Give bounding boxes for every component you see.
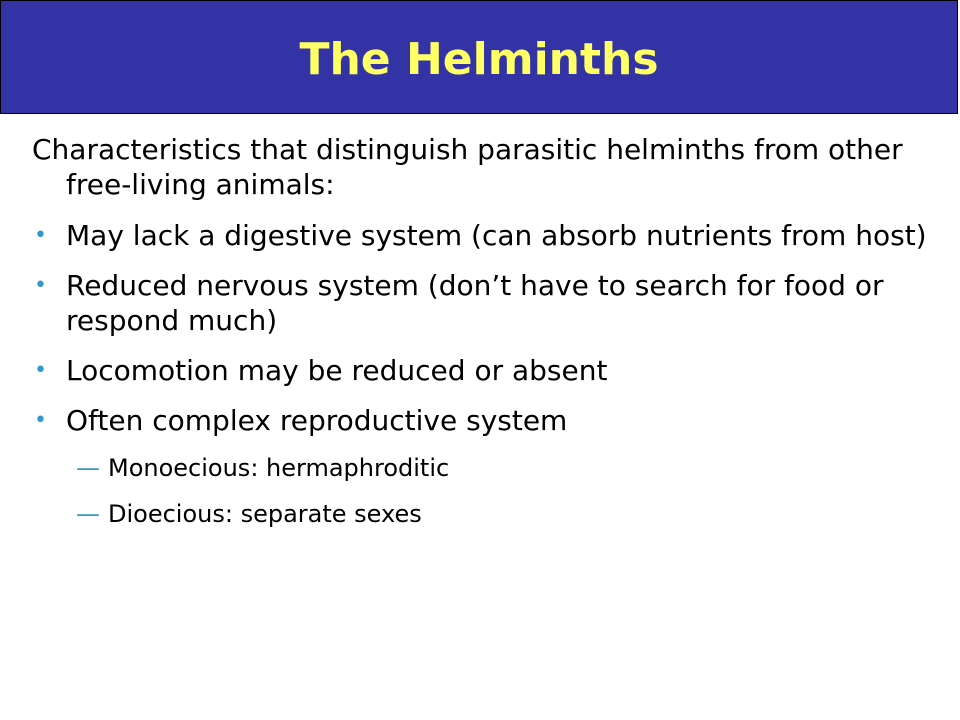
sub-bullet-text: Monoecious: hermaphroditic — [108, 454, 450, 482]
title-bar — [0, 0, 958, 114]
bullet-text: Locomotion may be reduced or absent — [66, 354, 608, 387]
bullet-dot-icon: • — [34, 408, 47, 433]
bullet-text: Often complex reproductive system — [66, 404, 568, 437]
bullet-text: Reduced nervous system (don’t have to search for food or respond much) — [66, 269, 884, 337]
dash-icon: — — [76, 454, 100, 482]
dash-icon: — — [76, 500, 100, 528]
bullet-item — [32, 268, 932, 338]
slide-body — [32, 132, 932, 545]
sub-bullet-item — [32, 453, 932, 483]
sub-bullet-item — [32, 499, 932, 529]
intro-text: Characteristics that distinguish parasitic helminths from other free-living animals: — [32, 133, 903, 201]
bullet-text: May lack a digestive system (can absorb nutrients from host) — [66, 219, 927, 252]
bullet-item — [32, 353, 932, 388]
sub-bullet-text: Dioecious: separate sexes — [108, 500, 422, 528]
bullet-dot-icon: • — [34, 223, 47, 248]
bullet-dot-icon: • — [34, 273, 47, 298]
slide-title: The Helminths — [299, 33, 659, 85]
bullet-item — [32, 218, 932, 253]
bullet-dot-icon: • — [34, 358, 47, 383]
bullet-item — [32, 403, 932, 438]
